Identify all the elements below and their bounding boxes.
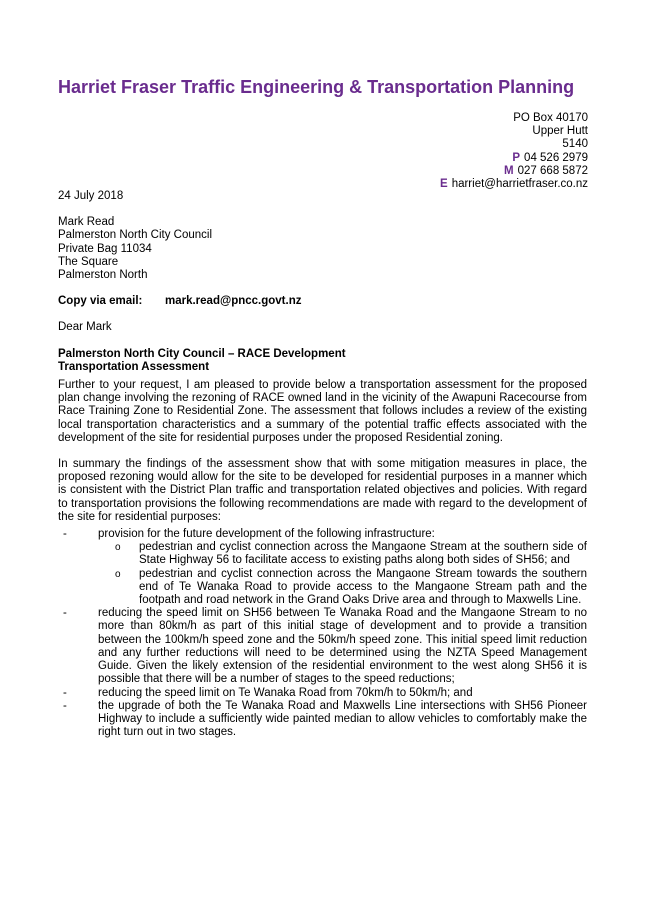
body-paragraph: In summary the findings of the assessment show that with some mitigation measures in place, the proposed rezoning would allow for the site to be developed for residential purposes in a manner which is consistent with the District Plan traffic and transportation related objectives and policies. With regard to transportation provisions the following recommendations are made with regard to the development of the site for residential purposes: — [58, 458, 587, 523]
recipient-line: Palmerston North — [58, 269, 148, 282]
address-line: Upper Hutt — [532, 125, 588, 138]
recipient-line: The Square — [58, 255, 119, 268]
email-label: E — [440, 178, 448, 191]
list-item — [58, 528, 587, 607]
letter-date: 24 July 2018 — [58, 190, 124, 202]
list-item: - reducing the speed limit on SH56 between Te Wanaka Road and the Mangaone Stream to no more than 80km/h as part of this initial stage of development and to provide a transition between the 100km/h speed zone and the 50km/h speed zone. This initial speed limit reduction and any further reductions will need to be determined using the NZTA Speed Management Guide. Given the likely extension of the residential environment to the west along SH56 it is possible that there will be a number of stages to the speed reductions; — [58, 607, 587, 686]
phone-number: 04 526 2979 — [524, 151, 588, 164]
letter-body — [58, 190, 587, 739]
subject-line: Transportation Assessment — [58, 360, 210, 373]
recipient-line: Palmerston North City Council — [58, 229, 213, 242]
mobile-label: M — [504, 164, 514, 177]
sub-list — [98, 541, 587, 607]
recipient-line: Private Bag 11034 — [58, 242, 152, 255]
recipient-block — [58, 216, 587, 282]
sender-address — [440, 112, 588, 191]
recommendation-list — [58, 528, 587, 739]
subject-line: Palmerston North City Council – RACE Development — [58, 347, 346, 360]
mobile-number: 027 668 5872 — [517, 164, 588, 177]
phone-line — [440, 152, 588, 165]
letterhead-title: Harriet Fraser Traffic Engineering & Transportation Planning — [58, 77, 575, 97]
copy-line — [58, 295, 587, 308]
copy-label: Copy via email: — [58, 295, 143, 308]
sub-list-item: o pedestrian and cyclist connection across the Mangaone Stream towards the southern end of Te Wanaka Road to provide access to the Mangaone Stream path and the footpath and road network in the Grand Oaks Drive area and through to Maxwells Line. — [98, 568, 587, 608]
salutation: Dear Mark — [58, 321, 112, 334]
phone-label: P — [512, 151, 521, 164]
list-item: - reducing the speed limit on Te Wanaka Road from 70km/h to 50km/h; and — [58, 687, 587, 700]
sub-list-item: o pedestrian and cyclist connection across the Mangaone Stream at the southern side of State Highway 56 to facilitate access to existing paths along both sides of SH56; and — [98, 541, 587, 567]
list-item: - the upgrade of both the Te Wanaka Road and Maxwells Line intersections with SH56 Pioneer Highway to include a sufficiently wide painted median to allow vehicles to comfortably make the right turn out in two stages. — [58, 700, 587, 740]
body-paragraph: Further to your request, I am pleased to provide below a transportation assessment for the proposed plan change involving the rezoning of RACE owned land in the vicinity of the Awapuni Racecourse from Race Training Zone to Residential Zone. The assessment that follows includes a review of the existing local transportation characteristics and a summary of the potential traffic effects associated with the development of the site for residential purposes under the proposed Residential zoning. — [58, 379, 587, 444]
list-item-text: provision for the future development of the following infrastructure: — [98, 528, 435, 541]
address-line: PO Box 40170 — [513, 112, 588, 124]
email-address[interactable]: harriet@harrietfraser.co.nz — [451, 178, 588, 191]
address-line: 5140 — [562, 138, 588, 151]
recipient-line: Mark Read — [58, 216, 115, 229]
copy-email[interactable]: mark.read@pncc.govt.nz — [165, 295, 302, 308]
mobile-line — [440, 165, 588, 178]
